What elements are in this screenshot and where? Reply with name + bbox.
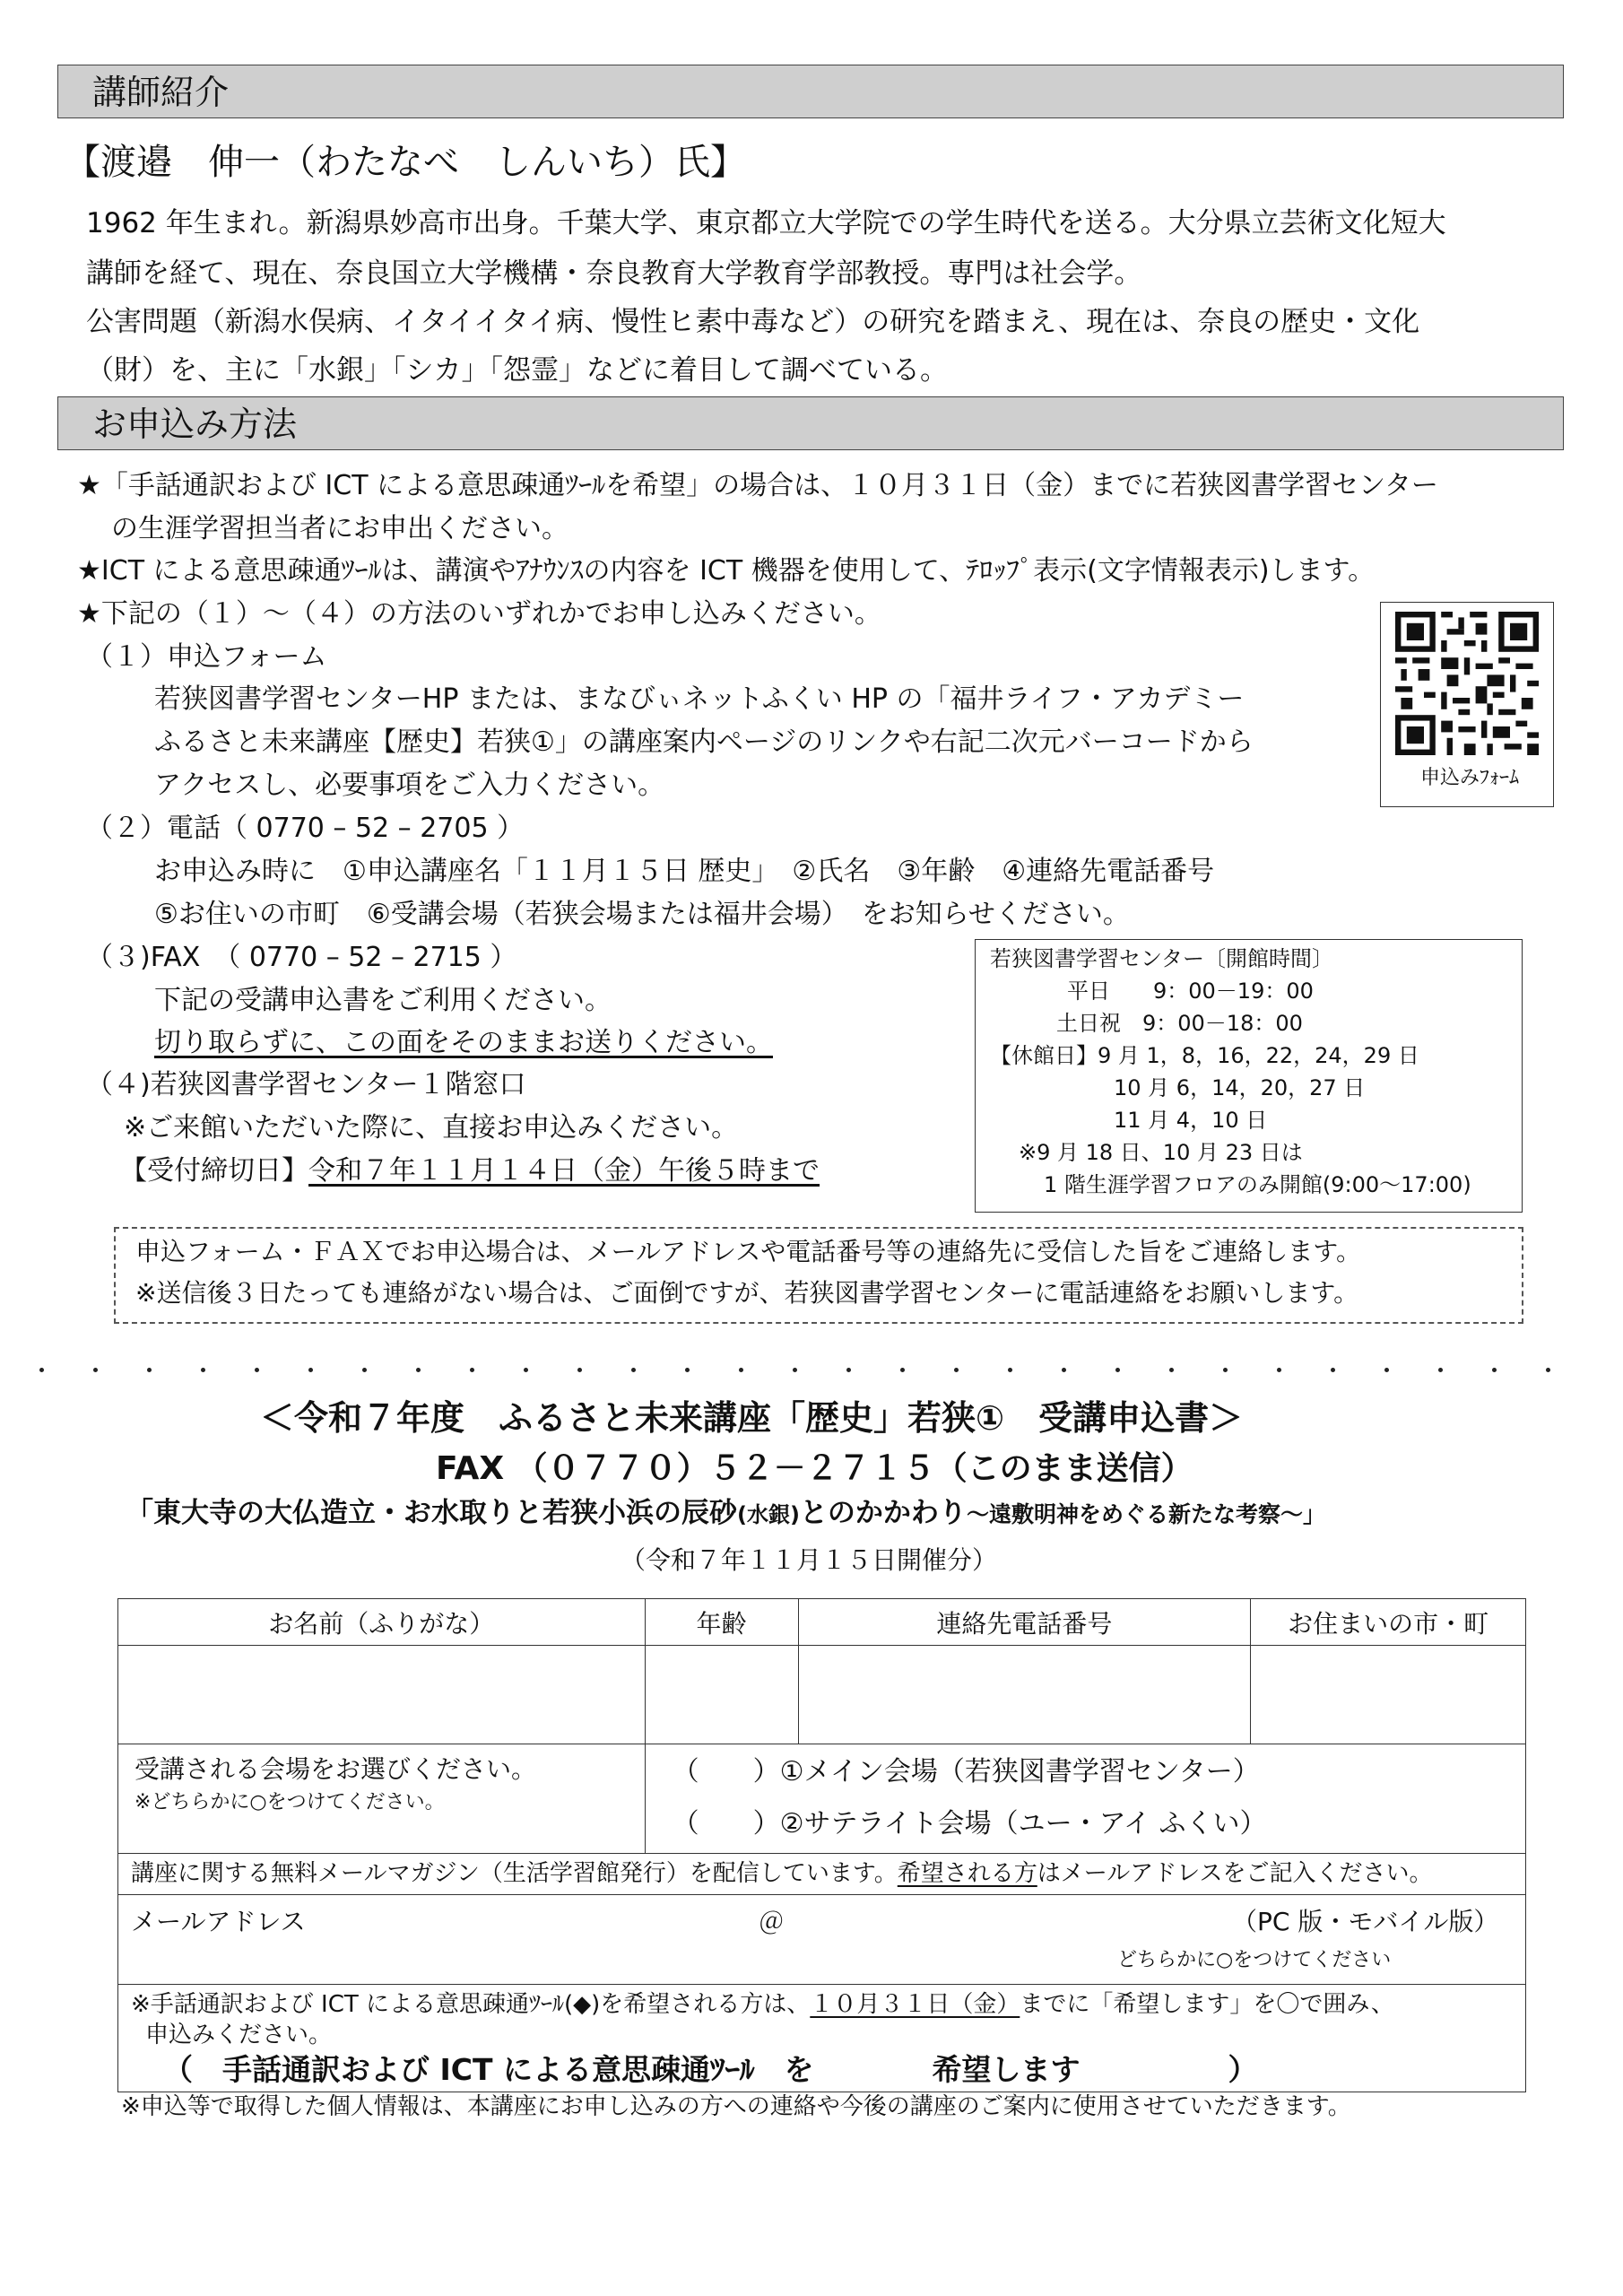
- column-header-label: お名前（ふりがな）: [268, 1608, 495, 1639]
- cut-line-dot: [1438, 1368, 1443, 1372]
- hours-note: 1 階生涯学習フロアのみ開館(9:00～17:00): [1044, 1172, 1471, 1197]
- sign-note: [131, 1992, 1394, 2019]
- cut-line-dot: [308, 1368, 313, 1372]
- application-header: お申込み方法: [57, 396, 1564, 450]
- cut-line-dot: [1223, 1368, 1228, 1372]
- application-form-table: [117, 1598, 1526, 2092]
- column-header-age: [645, 1599, 798, 1646]
- method-phone-line: お申込み時に ①申込講座名「１１月１５日 歴史」 ②氏名 ③年齢 ④連絡先電話番号: [154, 856, 1215, 887]
- cut-line-dot: [416, 1368, 421, 1372]
- cut-line-dot: [524, 1368, 528, 1372]
- mail-notice-emphasis: 希望される方: [897, 1860, 1037, 1887]
- closed-days: 10 月 6，14，20，27 日: [1114, 1075, 1366, 1100]
- cut-line-dot: [900, 1368, 905, 1372]
- hours-note: ※9 月 18 日、10 月 23 日は: [1019, 1140, 1303, 1165]
- mail-notice-text: はメールアドレスをご記入ください。: [1037, 1860, 1433, 1887]
- cut-line-dot: [1546, 1368, 1550, 1372]
- email-type[interactable]: （PC 版・モバイル版）: [1232, 1907, 1499, 1936]
- cut-line-dot: [362, 1368, 367, 1372]
- method-fax-line-underlined: 切り取らずに、この面をそのままお送りください。: [154, 1027, 773, 1058]
- cut-line-dot: [1492, 1368, 1497, 1372]
- cut-line-dot: [577, 1368, 582, 1372]
- instructor-bio-line: 講師を経て、現在、奈良国立大学機構・奈良教育大学教育学部教授。専門は社会学。: [86, 257, 1142, 290]
- form-date: （令和７年１１月１５日開催分）: [621, 1545, 998, 1575]
- method-phone-title: （２）電話（ 0770 – 52 – 2705 ）: [86, 813, 525, 844]
- contact-notice-line: ※送信後３日たっても連絡がない場合は、ご面倒ですが、若狭図書学習センターに電話連絡をお願いします。: [135, 1278, 1359, 1308]
- qr-code-icon: [1395, 612, 1539, 755]
- email-at: ＠: [759, 1907, 785, 1936]
- cut-line-dot: [1169, 1368, 1174, 1372]
- lecture-title-part: (水銀): [737, 1502, 800, 1527]
- column-header-label: 年齢: [696, 1608, 747, 1639]
- cut-line-dot: [255, 1368, 259, 1372]
- sign-note-line2: 申込みください。: [145, 2022, 333, 2048]
- method-form-line: ふるさと未来講座【歴史】若狭①」の講座案内ページのリンクや右記二次元バーコードから: [154, 726, 1254, 758]
- instructor-bio-line: （財）を、主に「水銀」「シカ」「怨霊」などに着目して調べている。: [86, 354, 948, 387]
- method-form-line: 若狭図書学習センターHP または、まなびぃネットふくい HP の「福井ライフ・アカデミー: [154, 683, 1245, 715]
- hours-box: [975, 939, 1523, 1213]
- venue-label: 受講される会場をお選びください。: [135, 1754, 537, 1784]
- sign-note-text: ※手話通訳および ICT による意思疎通ﾂｰﾙ(◆)を希望される方は、: [131, 1991, 811, 2018]
- venue-note: ※どちらかに○をつけてください。: [135, 1791, 445, 1813]
- phone-field[interactable]: [798, 1646, 1251, 1744]
- cut-line-dot: [1384, 1368, 1389, 1372]
- application-note: ★ICT による意思疎通ﾂｰﾙは、講演やｱﾅｳﾝｽの内容を ICT 機器を使用して、ﾃﾛｯﾌﾟ表示(文字情報表示)します。: [77, 555, 1376, 587]
- cut-line-dot: [1277, 1368, 1281, 1372]
- application-note: の生涯学習担当者にお申出ください。: [111, 513, 568, 544]
- mail-notice: [131, 1861, 1432, 1888]
- contact-notice-box: [114, 1227, 1523, 1324]
- instructor-bio-line: 公害問題（新潟水俣病、イタイイタイ病、慢性ヒ素中毒など）の研究を踏まえ、現在は、奈良の歴史・文化: [86, 306, 1420, 338]
- closed-days: 11 月 4，10 日: [1114, 1108, 1268, 1133]
- venue-option-satellite[interactable]: （ ）②サテライト会場（ユー・アイ ふくい）: [672, 1808, 1267, 1839]
- sign-note-text: までに「希望します」を〇で囲み、: [1020, 1991, 1394, 2018]
- cut-line-dot: [39, 1368, 44, 1372]
- cut-line-dot: [846, 1368, 851, 1372]
- sign-language-cell: [118, 1985, 1526, 2092]
- age-field[interactable]: [645, 1646, 798, 1744]
- form-title: ＜令和７年度 ふるさと未来講座「歴史」若狭① 受講申込書＞: [260, 1398, 1244, 1438]
- cut-line-dot: [1062, 1368, 1066, 1372]
- email-type-note: どちらかに○をつけてください: [1117, 1949, 1392, 1971]
- name-field[interactable]: [118, 1646, 646, 1744]
- sign-request[interactable]: （ 手話通訳および ICT による意思疎通ﾂｰﾙ を 希望します ）: [163, 2052, 1258, 2087]
- hours-title: 若狭図書学習センター〔開館時間〕: [990, 946, 1334, 971]
- privacy-note: ※申込等で取得した個人情報は、本講座にお申し込みの方への連絡や今後の講座のご案内に使用させていただきます。: [121, 2093, 1351, 2120]
- mail-notice-text: 講座に関する無料メールマガジン（生活学習館発行）を配信しています。: [131, 1860, 898, 1887]
- lecture-title: [126, 1498, 1325, 1530]
- cut-line-dot: [954, 1368, 959, 1372]
- instructor-name: 【渡邉 伸一（わたなべ しんいち）氏】: [65, 142, 746, 183]
- method-fax-title: （３)FAX （ 0770 – 52 – 2715 ）: [86, 942, 517, 973]
- cut-line-dot: [201, 1368, 205, 1372]
- cut-line: [39, 1368, 1600, 1377]
- lecture-title-part: とのかかわり: [799, 1497, 967, 1529]
- email-cell[interactable]: [118, 1895, 1526, 1985]
- email-label: メールアドレス: [131, 1907, 306, 1936]
- deadline-row: [120, 1156, 820, 1187]
- method-form-title: （１）申込フォーム: [86, 641, 327, 673]
- method-counter-title: （４)若狭図書学習センター１階窓口: [86, 1069, 526, 1100]
- column-header-phone: [798, 1599, 1251, 1646]
- lecture-subtitle: ～遠敷明神をめぐる新たな考察～」: [966, 1501, 1325, 1527]
- cut-line-dot: [631, 1368, 636, 1372]
- cut-line-dot: [685, 1368, 690, 1372]
- city-field[interactable]: [1251, 1646, 1526, 1744]
- hours-weekend: 土日祝 9：00－18：00: [1056, 1011, 1303, 1036]
- method-phone-line: ⑤お住いの市町 ⑥受講会場（若狭会場または福井会場） をお知らせください。: [154, 899, 1130, 930]
- column-header-city: [1251, 1599, 1526, 1646]
- method-form-line: アクセスし、必要事項をご入力ください。: [154, 770, 665, 801]
- application-note: ★「手話通訳および ICT による意思疎通ﾂｰﾙを希望」の場合は、１０月３１日（金）までに若狭図書学習センター: [77, 470, 1438, 501]
- cut-line-dot: [147, 1368, 152, 1372]
- qr-label: 申込みﾌｫｰﾑ: [1420, 767, 1520, 789]
- column-header-label: 連絡先電話番号: [936, 1608, 1113, 1639]
- qr-code-box[interactable]: [1380, 602, 1554, 807]
- cut-line-dot: [793, 1368, 797, 1372]
- venue-options-cell: [645, 1744, 1525, 1854]
- contact-notice-line: 申込フォーム・ＦＡＸでお申込場合は、メールアドレスや電話番号等の連絡先に受信した旨をご連絡します。: [135, 1237, 1361, 1266]
- mail-notice-cell: [118, 1854, 1526, 1895]
- lecture-title-part: 「東大寺の大仏造立・お水取りと若狭小浜の辰砂: [126, 1497, 737, 1529]
- hours-weekday: 平日 9：00－19：00: [1067, 978, 1314, 1004]
- application-note: ★下記の（１）～（４）の方法のいずれかでお申し込みください。: [77, 598, 881, 630]
- cut-line-dot: [470, 1368, 474, 1372]
- instructor-header: 講師紹介: [57, 65, 1564, 118]
- cut-line-dot: [1115, 1368, 1120, 1372]
- venue-label-cell: [118, 1744, 646, 1854]
- sign-note-date: １０月３１日（金）: [810, 1991, 1020, 2018]
- method-counter-line: ※ご来館いただいた際に、直接お申込みください。: [124, 1112, 739, 1144]
- closed-days: 【休館日】9 月 1，8，16，22，24，29 日: [990, 1043, 1419, 1068]
- column-header-label: お住まいの市・町: [1288, 1608, 1489, 1639]
- cut-line-dot: [93, 1368, 98, 1372]
- cut-line-dot: [1331, 1368, 1335, 1372]
- venue-option-main[interactable]: （ ）①メイン会場（若狭図書学習センター）: [672, 1756, 1260, 1787]
- cut-line-dot: [739, 1368, 743, 1372]
- cut-line-dot: [1008, 1368, 1012, 1372]
- deadline-date: 令和７年１１月１４日（金）午後５時まで: [308, 1155, 820, 1187]
- instructor-bio-line: 1962 年生まれ。新潟県妙高市出身。千葉大学、東京都立大学院での学生時代を送る。大分県立芸術文化短大: [86, 207, 1446, 239]
- form-fax: FAX （０７７０）５２－２７１５（このまま送信）: [436, 1450, 1193, 1487]
- column-header-name: [118, 1599, 646, 1646]
- method-fax-line: 下記の受講申込書をご利用ください。: [154, 985, 612, 1016]
- deadline-label: 【受付締切日】: [120, 1155, 308, 1187]
